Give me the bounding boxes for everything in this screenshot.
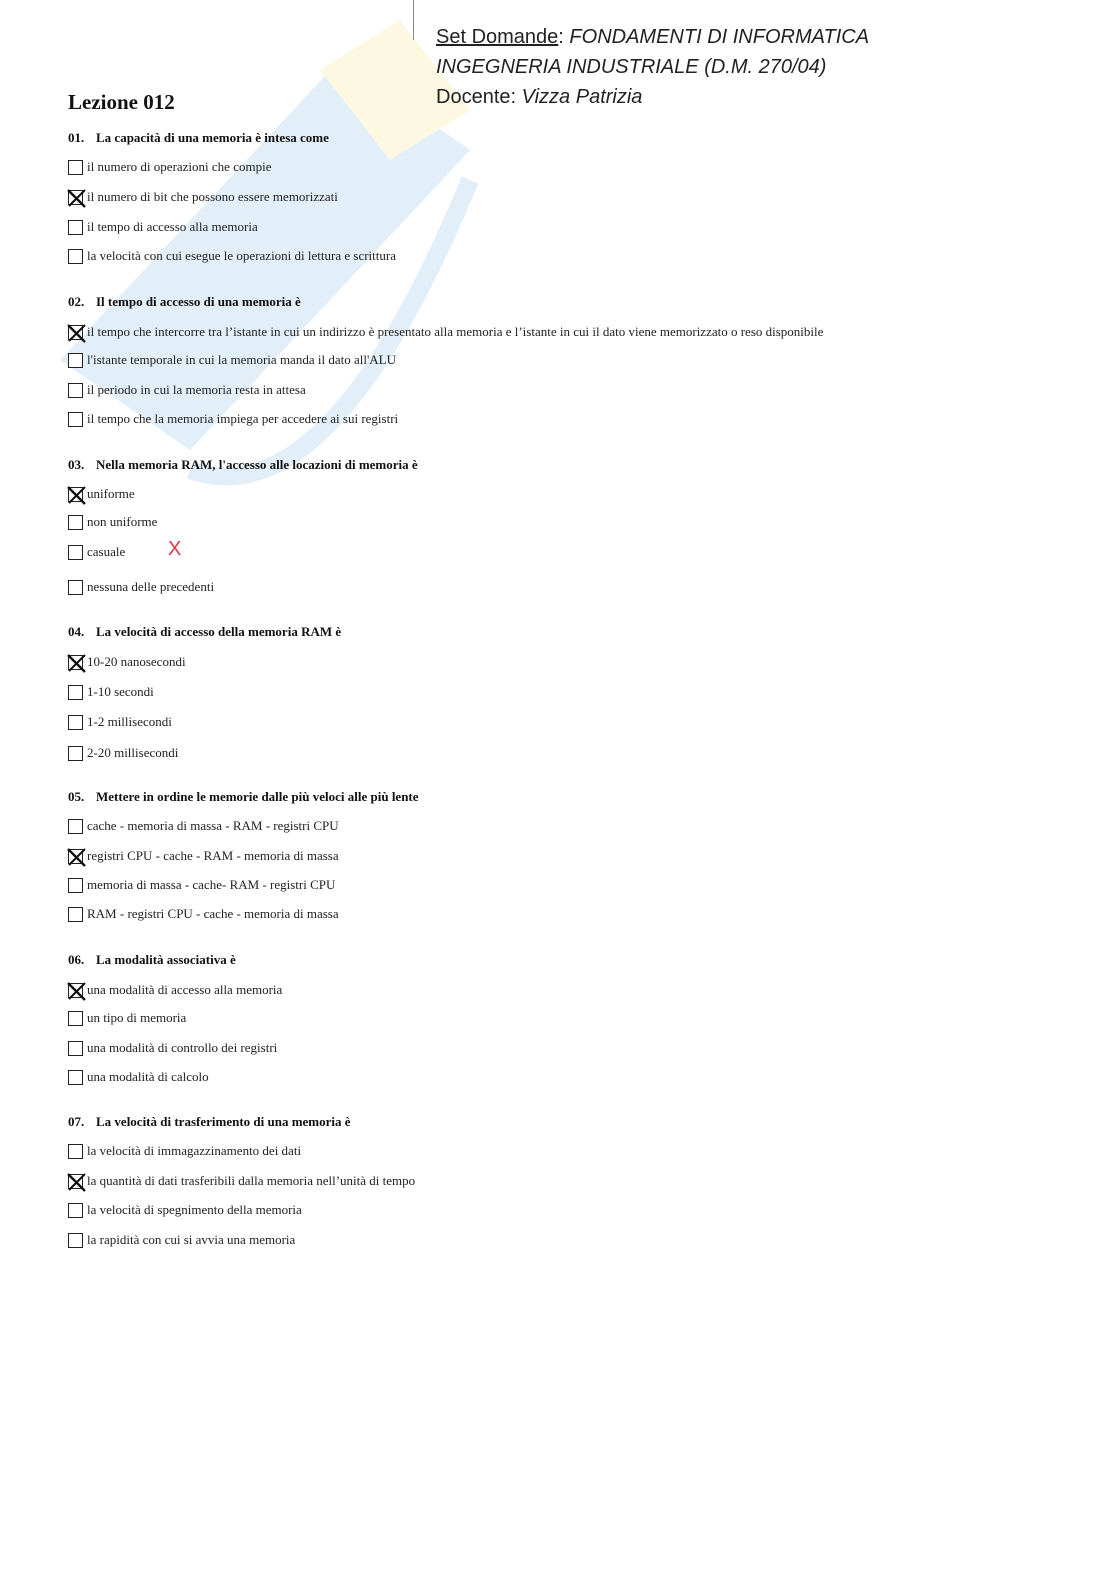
checkbox[interactable] bbox=[68, 580, 83, 595]
answer-option[interactable] bbox=[68, 817, 339, 835]
answer-option[interactable] bbox=[68, 351, 396, 369]
checkbox[interactable] bbox=[68, 1144, 83, 1159]
checkbox[interactable] bbox=[68, 1041, 83, 1056]
answer-text: nessuna delle precedenti bbox=[87, 579, 215, 594]
answer-text: il tempo che intercorre tra l’istante in cui un indirizzo è presentato alla memoria e l’istante in cui il dato viene memorizzato o reso disponibile bbox=[87, 324, 824, 339]
checkbox[interactable] bbox=[68, 160, 83, 175]
checkbox-checked[interactable] bbox=[68, 1174, 83, 1189]
answer-text: la quantità di dati trasferibili dalla memoria nell’unità di tempo bbox=[87, 1173, 416, 1188]
answer-text: la velocità con cui esegue le operazioni di lettura e scrittura bbox=[87, 248, 396, 263]
x-mark-icon bbox=[66, 1172, 87, 1193]
answer-text: uniforme bbox=[87, 486, 135, 501]
checkbox[interactable] bbox=[68, 878, 83, 893]
answer-text: il tempo che la memoria impiega per accedere ai sui registri bbox=[87, 411, 399, 426]
answer-option[interactable] bbox=[68, 578, 214, 596]
checkbox-checked[interactable] bbox=[68, 325, 83, 340]
checkbox[interactable] bbox=[68, 1011, 83, 1026]
answer-option[interactable] bbox=[68, 905, 339, 923]
x-mark-icon bbox=[66, 485, 87, 506]
set-colon: : bbox=[558, 26, 564, 48]
checkbox[interactable] bbox=[68, 746, 83, 761]
checkbox-checked[interactable] bbox=[68, 190, 83, 205]
answer-option[interactable] bbox=[68, 543, 125, 561]
answer-text: registri CPU - cache - RAM - memoria di massa bbox=[87, 848, 339, 863]
answer-option[interactable] bbox=[68, 1231, 295, 1249]
checkbox[interactable] bbox=[68, 515, 83, 530]
question-number: 03. bbox=[68, 457, 85, 472]
checkbox[interactable] bbox=[68, 545, 83, 560]
document-header bbox=[436, 22, 869, 112]
answer-text: 2-20 millisecondi bbox=[87, 745, 179, 760]
answer-option[interactable] bbox=[68, 158, 271, 176]
checkbox[interactable] bbox=[68, 1070, 83, 1085]
answer-option[interactable] bbox=[68, 744, 178, 762]
answer-text: il tempo di accesso alla memoria bbox=[87, 219, 258, 234]
answer-option[interactable] bbox=[68, 323, 823, 341]
answer-text: una modalità di controllo dei registri bbox=[87, 1040, 278, 1055]
answer-text: la velocità di spegnimento della memoria bbox=[87, 1202, 302, 1217]
question-number: 02. bbox=[68, 294, 85, 309]
answer-text: un tipo di memoria bbox=[87, 1010, 187, 1025]
checkbox[interactable] bbox=[68, 685, 83, 700]
question-heading bbox=[68, 457, 418, 473]
checkbox-checked[interactable] bbox=[68, 849, 83, 864]
checkbox[interactable] bbox=[68, 220, 83, 235]
checkbox-checked[interactable] bbox=[68, 655, 83, 670]
answer-text: 1-10 secondi bbox=[87, 684, 154, 699]
x-mark-icon bbox=[66, 653, 87, 674]
answer-option[interactable] bbox=[68, 410, 398, 428]
answer-option[interactable] bbox=[68, 513, 157, 531]
question-text: Il tempo di accesso di una memoria è bbox=[96, 294, 301, 309]
answer-text: 1-2 millisecondi bbox=[87, 714, 172, 729]
question-heading bbox=[68, 1114, 351, 1130]
checkbox[interactable] bbox=[68, 353, 83, 368]
question-text: La capacità di una memoria è intesa come bbox=[96, 130, 329, 145]
question-text: La modalità associativa è bbox=[96, 952, 236, 967]
course-title: FONDAMENTI DI INFORMATICA bbox=[569, 26, 870, 48]
teacher-label: Docente: bbox=[436, 86, 517, 108]
answer-option[interactable] bbox=[68, 485, 135, 503]
lesson-title: Lezione 012 bbox=[68, 90, 175, 114]
answer-option[interactable] bbox=[68, 218, 258, 236]
x-mark-icon bbox=[66, 981, 87, 1002]
answer-option[interactable] bbox=[68, 683, 154, 701]
checkbox[interactable] bbox=[68, 383, 83, 398]
answer-option[interactable] bbox=[68, 847, 339, 865]
answer-option[interactable] bbox=[68, 1039, 277, 1057]
question-text: Nella memoria RAM, l'accesso alle locazioni di memoria è bbox=[96, 457, 418, 472]
answer-option[interactable] bbox=[68, 1201, 302, 1219]
answer-text: il numero di operazioni che compie bbox=[87, 159, 272, 174]
margin-line bbox=[413, 0, 414, 40]
answer-option[interactable] bbox=[68, 247, 396, 265]
answer-option[interactable] bbox=[68, 1068, 209, 1086]
answer-text: una modalità di accesso alla memoria bbox=[87, 982, 283, 997]
answer-text: l'istante temporale in cui la memoria manda il dato all'ALU bbox=[87, 352, 397, 367]
x-mark-icon bbox=[66, 847, 87, 868]
answer-option[interactable] bbox=[68, 1172, 415, 1190]
question-heading bbox=[68, 294, 301, 310]
annotation-x-mark: X bbox=[168, 538, 182, 560]
question-text: Mettere in ordine le memorie dalle più veloci alle più lente bbox=[96, 789, 419, 804]
checkbox[interactable] bbox=[68, 715, 83, 730]
answer-text: il numero di bit che possono essere memorizzati bbox=[87, 189, 338, 204]
question-number: 06. bbox=[68, 952, 85, 967]
answer-text: il periodo in cui la memoria resta in attesa bbox=[87, 382, 306, 397]
answer-option[interactable] bbox=[68, 381, 306, 399]
answer-text: memoria di massa - cache- RAM - registri CPU bbox=[87, 877, 336, 892]
answer-text: casuale bbox=[87, 544, 126, 559]
checkbox-checked[interactable] bbox=[68, 983, 83, 998]
checkbox[interactable] bbox=[68, 412, 83, 427]
x-mark-icon bbox=[66, 323, 87, 344]
checkbox[interactable] bbox=[68, 1233, 83, 1248]
checkbox[interactable] bbox=[68, 1203, 83, 1218]
checkbox[interactable] bbox=[68, 907, 83, 922]
answer-option[interactable] bbox=[68, 876, 335, 894]
question-text: La velocità di trasferimento di una memoria è bbox=[96, 1114, 351, 1129]
answer-text: cache - memoria di massa - RAM - registri CPU bbox=[87, 818, 339, 833]
answer-option[interactable] bbox=[68, 1009, 186, 1027]
question-number: 07. bbox=[68, 1114, 85, 1129]
set-label: Set Domande bbox=[436, 26, 559, 48]
answer-option[interactable] bbox=[68, 1142, 301, 1160]
question-heading bbox=[68, 952, 236, 968]
answer-text: non uniforme bbox=[87, 514, 158, 529]
answer-option[interactable] bbox=[68, 713, 172, 731]
checkbox[interactable] bbox=[68, 819, 83, 834]
checkbox-checked[interactable] bbox=[68, 487, 83, 502]
answer-option[interactable] bbox=[68, 981, 282, 999]
answer-text: la velocità di immagazzinamento dei dati bbox=[87, 1143, 302, 1158]
answer-text: la rapidità con cui si avvia una memoria bbox=[87, 1232, 296, 1247]
answer-option[interactable] bbox=[68, 188, 338, 206]
question-number: 04. bbox=[68, 624, 85, 639]
question-number: 01. bbox=[68, 130, 85, 145]
question-heading bbox=[68, 624, 341, 640]
x-mark-icon bbox=[66, 188, 87, 209]
question-heading bbox=[68, 130, 329, 146]
question-heading bbox=[68, 789, 419, 805]
answer-text: RAM - registri CPU - cache - memoria di massa bbox=[87, 906, 339, 921]
answer-text: 10-20 nanosecondi bbox=[87, 654, 186, 669]
question-number: 05. bbox=[68, 789, 85, 804]
answer-text: una modalità di calcolo bbox=[87, 1069, 209, 1084]
checkbox[interactable] bbox=[68, 249, 83, 264]
course-subtitle: INGEGNERIA INDUSTRIALE (D.M. 270/04) bbox=[436, 56, 827, 78]
teacher-name: Vizza Patrizia bbox=[521, 86, 643, 108]
answer-option[interactable] bbox=[68, 653, 186, 671]
question-text: La velocità di accesso della memoria RAM è bbox=[96, 624, 342, 639]
